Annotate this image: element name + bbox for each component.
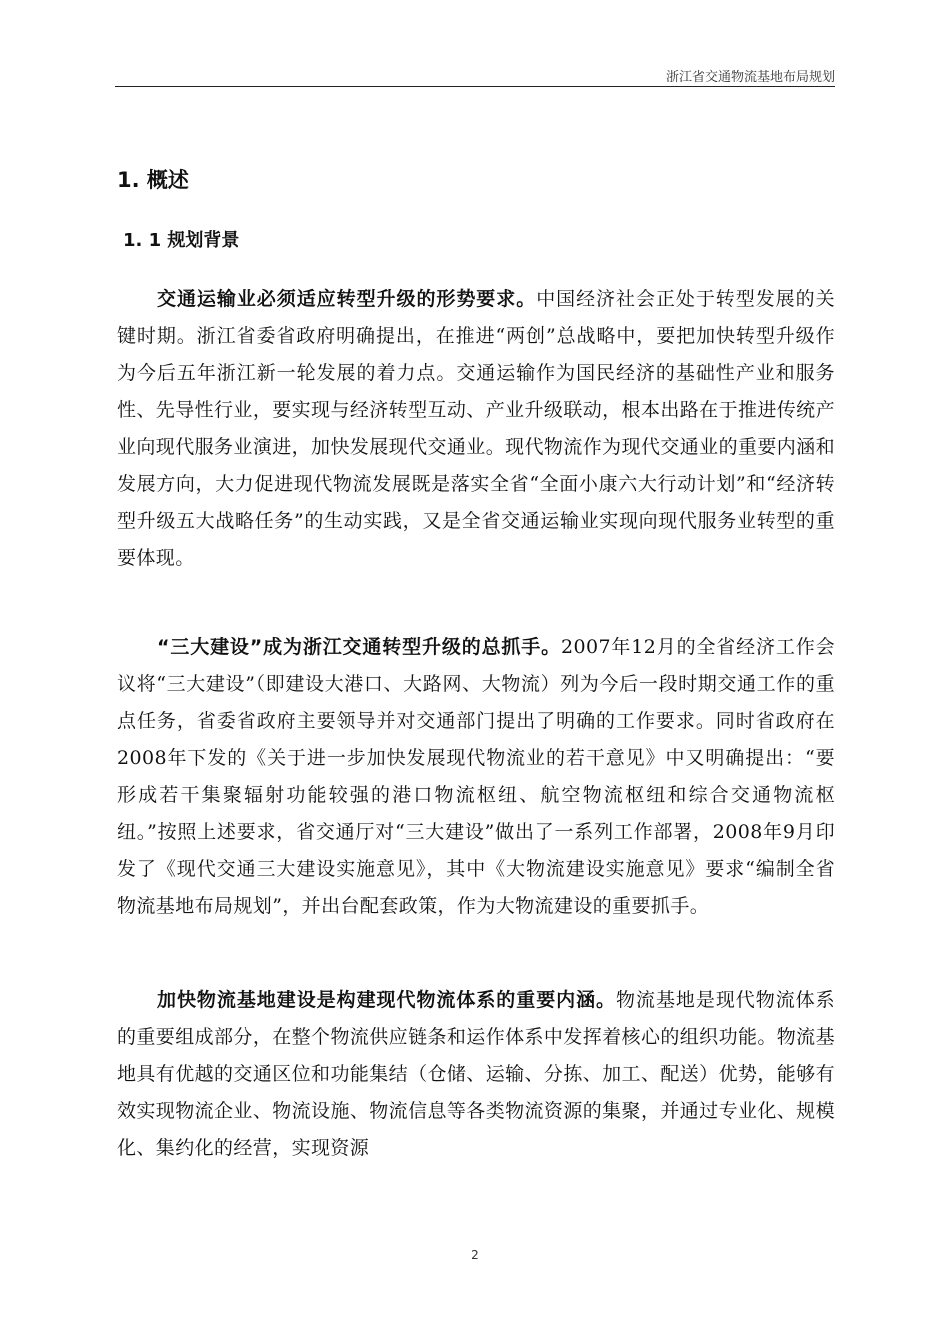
subsection-heading: 1. 1 规划背景 xyxy=(123,230,240,251)
paragraph-lead: 交通运输业必须适应转型升级的形势要求。 xyxy=(157,288,537,310)
paragraph-body: 中国经济社会正处于转型发展的关键时期。浙江省委省政府明确提出，在推进“两创”总战略中，要把加快转型升级作为今后五年浙江新一轮发展的着力点。交通运输作为国民经济的基础性产业和服务性、先导性行业，要实现与经济转型互动、产业升级联动，根本出路在于推进传统产业向现代服务业演进，加快发展现代交通业。现代物流作为现代交通业的重要内涵和发展方向，大力促进现代物流发展既是落实全省“全面小康六大行动计划”和“经济转型升级五大战略任务”的生动实践，又是全省交通运输业实现向现代服务业转型的重要体现。 xyxy=(117,288,835,569)
paragraph-lead: “三大建设”成为浙江交通转型升级的总抓手。 xyxy=(157,636,562,658)
paragraph-body: 物流基地是现代物流体系的重要组成部分，在整个物流供应链条和运作体系中发挥着核心的组织功能。物流基地具有优越的交通区位和功能集结（仓储、运输、分拣、加工、配送）优势，能够有效实现物流企业、物流设施、物流信息等各类物流资源的集聚，并通过专业化、规模化、集约化的经营，实现资源 xyxy=(117,989,836,1159)
page-header xyxy=(115,62,835,87)
page-number: 2 xyxy=(471,1248,479,1262)
section-heading: 1. 概述 xyxy=(117,168,189,192)
paragraph-1 xyxy=(117,281,835,577)
paragraph-body: 2007年12月的全省经济工作会议将“三大建设”（即建设大港口、大路网、大物流）列为今后一段时期交通工作的重点任务，省委省政府主要领导并对交通部门提出了明确的工作要求。同时省政府在2008年下发的《关于进一步加快发展现代物流业的若干意见》中又明确提出：“要形成若干集聚辐射功能较强的港口物流枢纽、航空物流枢纽和综合交通物流枢纽。”按照上述要求，省交通厅对“三大建设”做出了一系列工作部署，2008年9月印发了《现代交通三大建设实施意见》，其中《大物流建设实施意见》要求“编制全省物流基地布局规划”，并出台配套政策，作为大物流建设的重要抓手。 xyxy=(117,636,835,917)
header-title: 浙江省交通物流基地布局规划 xyxy=(665,70,835,85)
paragraph-3 xyxy=(117,982,835,1167)
paragraph-2 xyxy=(117,629,835,925)
paragraph-lead: 加快物流基地建设是构建现代物流体系的重要内涵。 xyxy=(157,989,617,1011)
